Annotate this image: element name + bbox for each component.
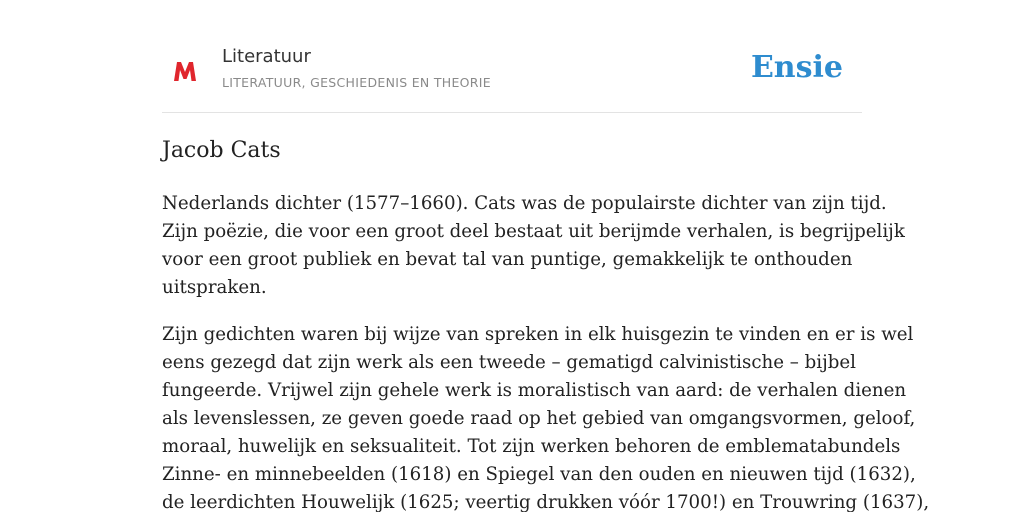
text-line: uitspraken. <box>162 277 267 298</box>
text-line: Nederlands dichter (1577–1660). Cats was de populairste dichter van zijn tijd. <box>162 193 887 214</box>
ensie-brand-logo[interactable]: Ensie <box>750 50 843 85</box>
text-line: Zijn gedichten waren bij wijze van spreken in elk huisgezin te vinden en er is wel <box>162 324 914 345</box>
article-body <box>162 190 930 512</box>
text-line: fungeerde. Vrijwel zijn gehele werk is moralistisch van aard: de verhalen dienen <box>162 380 907 401</box>
site-subtitle: LITERATUUR, GESCHIEDENIS EN THEORIE <box>222 75 491 90</box>
text-line: eens gezegd dat zijn werk als een tweede – gematigd calvinistische – bijbel <box>162 352 856 373</box>
site-name[interactable]: Literatuur <box>222 46 311 67</box>
article-paragraph <box>162 321 930 512</box>
text-line: de leerdichten Houwelijk (1625; veertig drukken vóór 1700!) en Trouwring (1637), <box>162 492 930 512</box>
m-logo-icon[interactable] <box>172 58 198 84</box>
text-line: voor een groot publiek en bevat tal van puntige, gemakkelijk te onthouden <box>162 249 853 270</box>
text-line: als levenslessen, ze geven goede raad op het gebied van omgangsvormen, geloof, <box>162 408 916 429</box>
text-line: Zinne- en minnebeelden (1618) en Spiegel van den ouden en nieuwen tijd (1632), <box>162 464 916 485</box>
site-header <box>162 40 862 113</box>
article-paragraph <box>162 190 905 302</box>
text-line: Zijn poëzie, die voor een groot deel bestaat uit berijmde verhalen, is begrijpelijk <box>162 221 905 242</box>
text-line: moraal, huwelijk en seksualiteit. Tot zijn werken behoren de emblematabundels <box>162 436 901 457</box>
article-title: Jacob Cats <box>162 138 281 163</box>
